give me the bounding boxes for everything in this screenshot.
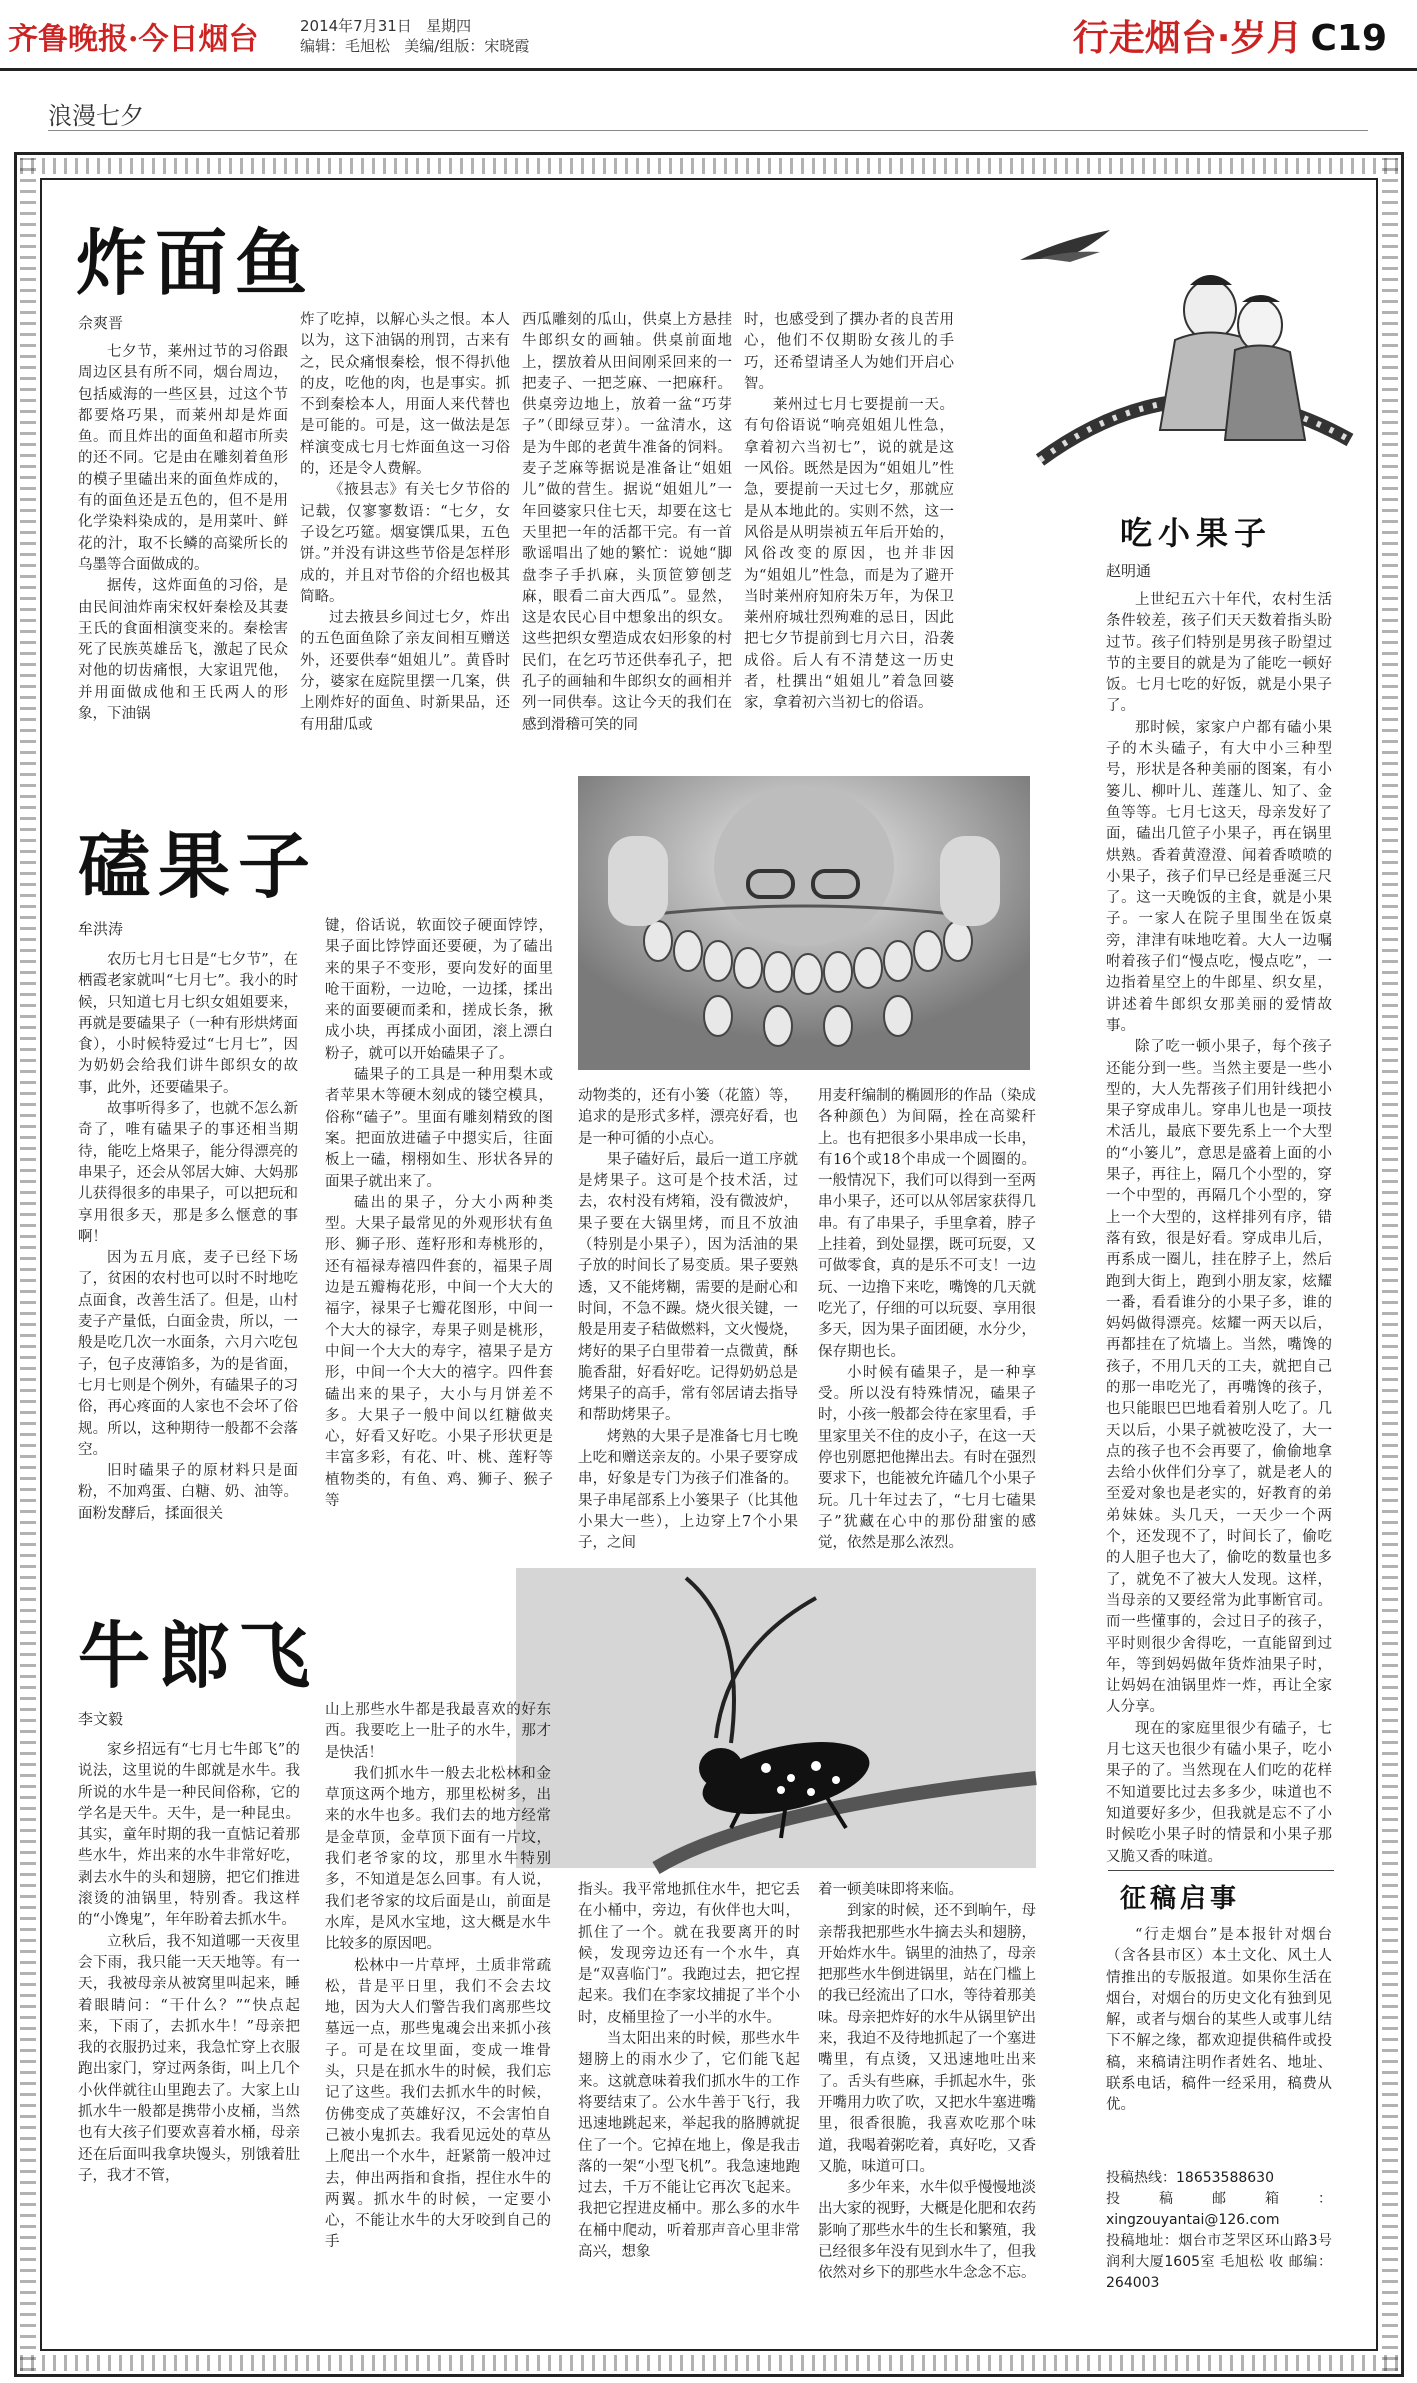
article3-author: 李文毅 (78, 1710, 124, 1728)
article3-paragraph: 立秋后，我不知道哪一天夜里会下雨，我只能一天天地等。有一天，我被母亲从被窝里叫起来，睡着眼睛问：“干什么？”“快点起来，下雨了，去抓水牛！”母亲把我的衣服扔过来，我急忙穿上衣服跑出家门，穿过两条街，叫上几个小伙伴就往山里跑去了。大家上山抓水牛一般都是携带小皮桶，当然也有大孩子们要欢喜着水桶，母亲还在后面叫我拿块馒头，别饿着肚子，我才不管， (78, 1933, 300, 2184)
article2-column-1 (78, 950, 298, 1540)
page-number: C19 (1310, 18, 1387, 59)
article3-column-1 (78, 1740, 300, 2344)
article2-paragraph: 键，俗话说，软面饺子硬面饽饽，果子面比饽饽面还要硬，为了磕出来的果子不变形，要向发好的面里呛干面粉，一边呛，一边揉，揉出来的面要硬而柔和，搓成长条，揪成小块，再揉成小面团，滚上漂白粉子，就可以开始磕果子了。 (325, 918, 553, 1062)
notice-text: “行走烟台”是本报针对烟台（含各县市区）本土文化、风土人情推出的专版报道。如果你生活在烟台，对烟台的历史文化有独到见解，或者与烟台的某些人或事儿结下不解之缘，都欢迎提供稿件或投稿，来稿请注明作者姓名、地址、联系电话，稿件一经采用，稿费从优。 (1106, 1927, 1332, 2114)
sidebar-paragraph: 那时候，家家户户都有磕小果子的木头磕子，有大中小三种型号，形状是各种美丽的图案，有小篓儿、柳叶儿、莲蓬儿、知了、金鱼等等。七月七这天，母亲发好了面，磕出几笸子小果子，再在锅里烘熟。香着黄澄澄、闻着香喷喷的小果子，孩子们早已经是垂涎三尺了。这一天晚饭的主食，就是小果子。一家人在院子里围坐在饭桌旁，津津有味地吃着。大人一边嘱咐着孩子们“慢点吃，慢点吃”，一边指着星空上的牛郎星、织女星，讲述着牛郎织女那美丽的爱情故事。 (1106, 719, 1332, 1034)
article3-column-2 (325, 1700, 551, 2344)
article2-paragraph: 果子磕好后，最后一道工序就是烤果子。这可是个技术活，过去，农村没有烤箱，没有微波炉，果子要在大锅里烤，而且不放油（特别是小果子），因为活油的果子放的时间长了易变质。果子要熟透，又不能烤糊，需要的是耐心和时间，不急不躁。烧火很关键，一般是用麦子秸做燃料，文火慢烧，烤好的果子白里带着一点微黄，酥脆香甜，好看好吃。记得奶奶总是烤果子的高手，常有邻居请去指导和帮助烤果子。 (578, 1151, 798, 1424)
article1-column-2 (300, 310, 510, 740)
issue-editors: 编辑：毛旭松 美编/组版：宋晓霞 (300, 37, 530, 55)
brand-name: 齐鲁晚报 (8, 22, 128, 57)
notice-contact (1106, 2168, 1332, 2338)
article1-paragraph: 莱州过七月七要提前一天。有句俗语说“响亮姐姐儿性急，拿着初六当初七”，说的就是这一风俗。既然是因为“姐姐儿”性急，要提前一天过七夕，那就应是从本地此的。实则不然，这一风俗是从明崇祯五年后开始的，风俗改变的原因，也并非因为“姐姐儿”性急，而是为了避开当时莱州府知府朱万年，为保卫莱州府城壮烈殉难的忌日，因此把七夕节提前到七月六日，沿袭成俗。后人有不清楚这一历史者，杜撰出“姐姐儿”着急回婆家，拿着初六当初七的俗语。 (744, 397, 954, 712)
article2-paragraph: 旧时磕果子的原材料只是面粉，不加鸡蛋、白糖、奶、油等。面粉发酵后，揉面很关 (78, 1463, 298, 1522)
article2-paragraph: 用麦秆编制的椭圆形的作品（染成各种颜色）为间隔，拴在高粱秆上。也有把很多小果串成一长串，有16个或18个串成一个圆圈的。一般情况下，我们可以得到一至两串小果子，还可以从邻居家获得几串。有了串果子，手里拿着，脖子上挂着，到处显摆，既可玩耍，又可做零食，真的是乐不可支！一边玩、一边撸下来吃，嘴馋的几天就吃光了，仔细的可以玩耍、享用很多天，因为果子面团硬，水分少，保存期也长。 (818, 1088, 1036, 1360)
article2-paragraph: 农历七月七日是“七夕节”，在栖霞老家就叫“七月七”。我小的时候，只知道七月七织女姐姐要来，再就是要磕果子（一种有形烘烤面食），小时候特爱过“七月七”，因为奶奶会给我们讲牛郎织女的故事，此外，还要磕果子。 (78, 952, 298, 1096)
notice-hotline: 投稿热线：18653588630 (1106, 2170, 1274, 2186)
article2-paragraph: 小时候有磕果子，是一种享受。所以没有特殊情况，磕果子时，小孩一般都会待在家里看，手里家里关不住的皮小子，在这一天停也别愿把他撵出去。有时在强烈要求下，也能被允许磕几个小果子玩。几十年过去了，“七月七磕果子”犹藏在心中的那份甜蜜的感觉，依然是那么浓烈。 (818, 1364, 1036, 1552)
beetle-photo (516, 1568, 1036, 1868)
article2-column-3 (578, 1086, 798, 1552)
section-tag: 浪漫七夕 (48, 102, 144, 130)
article3-paragraph: 指头。我平常地抓住水牛，把它丢在小桶中，旁边，有伙伴也大叫，抓住了一个。就在我要离开的时候，发现旁边还有一个水牛，真是“双喜临门”。我跑过去，把它捏起来。我们在李家坟捕捉了半个小时，皮桶里捡了一小半的水牛。 (578, 1882, 800, 2026)
page-title: 行走烟台·岁月 (1072, 18, 1303, 59)
sidebar-author: 赵明通 (1106, 562, 1152, 580)
kid-photo (578, 776, 1030, 1070)
sidebar-body (1106, 590, 1332, 2100)
article3-paragraph: 到家的时候，还不到晌午，母亲帮我把那些水牛摘去头和翅膀，开始炸水牛。锅里的油热了，母亲把那些水牛倒进锅里，站在门槛上的我已经流出了口水，等待着那美味。母亲把炸好的水牛从锅里铲出来，我迫不及待地抓起了一个塞进嘴里，有点烫，又迅速地吐出来了。舌头有些麻，手抓起水牛，张开嘴用力吹了吹，又把水牛塞进嘴里，很香很脆，我喜欢吃那个味道，我喝着粥吃着，真好吃，又香又脆，味道可口。 (818, 1903, 1036, 2175)
article1-column-4 (744, 310, 954, 740)
child-with-fruits-image (578, 776, 1030, 1070)
article1-title: 炸面鱼 (75, 221, 316, 305)
article3-column-3 (578, 1880, 800, 2344)
article2-paragraph: 动物类的，还有小篓（花篮）等，追求的是形式多样，漂亮好看，也是一种可循的小点心。 (578, 1088, 798, 1147)
notice-title: 征稿启事 (1120, 1884, 1241, 1914)
page-heading (1073, 10, 1387, 61)
article3-paragraph: 着一顿美味即将来临。 (818, 1882, 963, 1898)
sidebar-paragraph: 上世纪五六十年代，农村生活条件较差，孩子们天天数着指头盼过节。孩子们特别是男孩子盼望过节的主要目的就是为了能吃一顿好饭。七月七吃的好饭，就是小果子了。 (1106, 592, 1332, 715)
article2-column-4 (818, 1086, 1036, 1552)
section-name: 今日烟台 (138, 22, 259, 57)
sidebar-title: 吃小果子 (1120, 514, 1273, 552)
article1-paragraph: 据传，这炸面鱼的习俗，是由民间油炸南宋权奸秦桧及其妻王氏的食面相演变来的。秦桧害死了民族英雄岳飞，激起了民众对他的切齿痛恨，大家诅咒他，并用面做成他和王氏两人的形象，下油锅 (78, 578, 288, 723)
notice-rule (1108, 1870, 1334, 1872)
sidebar-paragraph: 除了吃一顿小果子，每个孩子还能分到一些。当然主要是一些小型的，大人先帮孩子们用针线把小果子穿成串儿。穿串儿也是一项技术活儿，最底下要先系上一个大型的“小篓儿”，意思是盛着上面的小果子，再往上，隔几个小型的，穿一个中型的，再隔几个小型的，穿上一个大型的，这样排列有序，错落有致，很是好看。穿成串儿后，再系成一圈儿，挂在脖子上，然后跑到大街上，跑到小朋友家，炫耀一番，看看谁分的小果子多，谁的妈妈做得漂亮。炫耀一两天以后，再都挂在了炕墙上。当然，嘴馋的孩子，不用几天的工夫，就把自己的那一串吃光了，再嘴馋的孩子，也只能眼巴巴地看着别人吃了。几天以后，小果子就被吃没了，大一点的孩子也不会再要了，偷偷地拿去给小伙伴们分享了，就是老人的至爱对象也是老实的，好教育的弟弟妹妹。头几天，一天少一个两个，还发现不了，时间长了，偷吃的人胆子也大了，偷吃的数量也多了，就免不了被大人发现。这样，当母亲的又要经常为此事断官司。而一些懂事的，会过日子的孩子，平时则很少舍得吃，一直能留到过年，等到妈妈做年货炸油果子时，让妈妈在油锅里炸一炸，再让全家人分享。 (1106, 1039, 1332, 1716)
article1-paragraph: 时，也感受到了撰办者的良苦用心，他们不仅期盼女孩儿的手巧，还希望请圣人为她们开启心智。 (744, 312, 954, 392)
article2-paragraph: 磕果子的工具是一种用梨木或者苹果木等硬木刻成的镂空模具，俗称“磕子”。里面有雕刻精致的图案。把面放进磕子中摁实后，往面板上一磕，栩栩如生、形状各异的面果子就出来了。 (325, 1067, 553, 1190)
article1-paragraph: 《掖县志》有关七夕节俗的记载，仅寥寥数语：“七夕，女子设乞巧筵。烟宴馔瓜果，五色饼。”并没有讲这些节俗是怎样形成的，并且对节俗的介绍也极其简略。 (300, 482, 510, 605)
article1-column-1 (78, 342, 288, 740)
article2-paragraph: 因为五月底，麦子已经下场了，贫困的农村也可以时不时地吃点面食，改善生活了。但是，山村麦子产量低，白面金贵，所以，一般是吃几次一水面条，六月六吃包子，包子皮薄馅多，为的是省面，七月七则是个例外，有磕果子的习俗，再心疼面的人家也不会坏了俗规。所以，这种期待一般都不会落空。 (78, 1250, 298, 1458)
article3-paragraph: 当太阳出来的时候，那些水牛翅膀上的雨水少了，它们能飞起来。这就意味着我们抓水牛的工作将要结束了。公水牛善于飞行，我迅速地跳起来，举起我的胳膊就捉住了一个。它掉在地上，像是我击落的一架“小型飞机”。我急速地跑过去，千万不能让它再次飞起来。我把它捏进皮桶中。那么多的水牛在桶中爬动，听着那声音心里非常高兴，想象 (578, 2031, 800, 2261)
article2-paragraph: 烤熟的大果子是准备七月七晚上吃和赠送亲友的。小果子要穿成串，好象是专门为孩子们准备的。果子串尾部系上小篓果子（比其他小果大一些），上边穿上7个小果子，之间 (578, 1428, 798, 1552)
article2-paragraph: 故事听得多了，也就不怎么新奇了，唯有磕果子的事还相当期待，能吃上烙果子，能分得漂亮的串果子，还会从邻居大婶、大妈那儿获得很多的串果子，可以把玩和享用很多天，那是多么惬意的事啊！ (78, 1101, 298, 1245)
article3-title: 牛郎飞 (78, 1614, 319, 1698)
issue-date: 2014年7月31日 星期四 (300, 17, 472, 35)
article2-author: 牟洪涛 (78, 920, 124, 938)
couple-figure-icon (1160, 275, 1305, 440)
notice-body (1106, 1925, 1332, 2165)
article1-column-3 (522, 310, 732, 740)
article3-paragraph: 山上那些水牛都是我最喜欢的好东西。我要吃上一肚子的水牛，那才是快活！ (325, 1702, 551, 1761)
notice-email[interactable]: 投稿邮箱：xingzouyantai@126.com (1106, 2191, 1332, 2228)
sidebar-paragraph: 现在的家庭里很少有磕子，七月七这天也很少有磕小果子，吃小果子的了。当然现在人们吃的花样不知道要比过去多多少，味道也不知道要好多少，但我就是忘不了小时候吃小果子时的情景和小果子那又脆又香的味道。 (1106, 1720, 1332, 1865)
article2-column-2 (325, 916, 553, 1540)
qixi-illustration (1000, 200, 1360, 490)
article2-title: 磕果子 (78, 824, 319, 908)
magpie-icon (1020, 230, 1110, 262)
issue-meta (300, 16, 529, 56)
longhorn-beetle-image (516, 1568, 1036, 1868)
article1-paragraph: 七夕节，莱州过节的习俗跟周边区县有所不同，烟台周边，包括威海的一些区县，过这个节都要烙巧果，而莱州却是炸面鱼。而且炸出的面鱼和超市所卖的还不同。它是由在雕刻着鱼形的模子里磕出来的面鱼炸成的，有的面鱼还是五色的，但不是用化学染料染成的，是用菜叶、鲜花的汁，取不长鳞的高粱所长的乌墨等合面做成的。 (78, 344, 288, 573)
article1-author: 佘爽晋 (78, 314, 124, 332)
article3-paragraph: 多少年来，水牛似乎慢慢地淡出大家的视野，大概是化肥和农药影响了那些水牛的生长和繁殖，我已经很多年没有见到水牛了，但我依然对乡下的那些水牛念念不忘。 (818, 2180, 1036, 2282)
article1-paragraph: 西瓜雕刻的瓜山，供桌上方悬挂牛郎织女的画轴。供桌前面地上，摆放着从田间刚采回来的一把麦子、一把芝麻、一把麻秆。供桌旁边地上，放着一盆“巧芽子”（即绿豆芽）。一盆清水，这是为牛郎的老黄牛准备的饲料。麦子芝麻等据说是准备让“姐姐儿”做的营生。据说“姐姐儿”一年回婆家只住七天，却要在这七天里把一年的活都干完。有一首歌谣唱出了她的繁忙：说她“脚盘李子手扒麻，头顶笸箩刨芝麻，眼看二亩大西瓜”。显然，这是农民心目中想象出的织女。这些把织女塑造成农妇形象的村民们，在乞巧节还供奉孔子，把孔子的画轴和牛郎织女的画相并列一同供奉。这让今天的我们在感到滑稽可笑的同 (522, 312, 732, 733)
article3-paragraph: 我们抓水牛一般去北松林和金草顶这两个地方，那里松树多，出来的水牛也多。我们去的地方经常是金草顶，金草顶下面有一片坟，我们老爷家的坟，那里水牛特别多，不知道是怎么回事。有人说，我们老爷家的坟后面是山，前面是水库，是风水宝地，这大概是水牛比较多的原因吧。 (325, 1765, 551, 1953)
article3-paragraph: 松林中一片草坪，土质非常疏松，昔是平日里，我们不会去坟地，因为大人们警告我们离那些坟墓远一点，那些鬼魂会出来抓小孩子。可是在坟里面，变成一堆骨头，只是在抓水牛的时候，我们忘记了这些。我们去抓水牛的时候，仿佛变成了英雄好汉，不会害怕自己被小鬼抓去。我看见远处的草丛上爬出一个水牛，赶紧箭一般冲过去，伸出两指和食指，捏住水牛的两翼。抓水牛的时候，一定要小心，不能让水牛的大牙咬到自己的手 (325, 1957, 551, 2251)
article2-paragraph: 磕出的果子，分大小两种类型。大果子最常见的外观形状有鱼形、狮子形、莲籽形和寿桃形的，还有福禄寿禧四件套的，福果子周边是五瓣梅花形，中间一个大大的福字，禄果子七瓣花图形，中间一个大大的禄字，寿果子则是桃形，中间一个大大的寿字，禧果子是方形，中间一个大大的禧字。四件套磕出来的果子，大小与月饼差不多。大果子一般中间以红糖做夹心，好看又好吃。小果子形状更是丰富多彩，有花、叶、桃、莲籽等植物类的，有鱼、鸡、狮子、猴子等 (325, 1194, 553, 1510)
article3-paragraph: 家乡招远有“七月七牛郎飞”的说法，这里说的牛郎就是水牛。我所说的水牛是一种民间俗称，它的学名是天牛。天牛，是一种昆虫。其实，童年时期的我一直惦记着那些水牛，炸出来的水牛非常好吃，剥去水牛的头和翅膀，把它们推进滚烫的油锅里，特别香。我这样的“小馋鬼”，年年盼着去抓水牛。 (78, 1742, 300, 1929)
section-rule (48, 130, 1368, 131)
article3-column-4 (818, 1880, 1036, 2344)
notice-address: 投稿地址：烟台市芝罘区环山路3号润利大厦1605室 毛旭松 收 邮编：264003 (1106, 2233, 1332, 2291)
article1-paragraph: 炸了吃掉，以解心头之恨。本人以为，这下油锅的刑罚，古来有之，民众痛恨秦桧，恨不得扒他的皮，吃他的肉，也是事实。抓不到秦桧本人，用面人来代替也是可能的。可是，这一做法是怎样演变成七月七炸面鱼这一习俗的，还是令人费解。 (300, 312, 510, 478)
masthead: 齐鲁晚报·今日烟台 (8, 22, 259, 57)
header-rule (0, 68, 1417, 71)
article1-paragraph: 过去掖县乡间过七夕，炸出的五色面鱼除了亲友间相互赠送外，还要供奉“姐姐儿”。黄昏时分，婆家在庭院里摆一几案，供上刚炸好的面鱼、时新果品，还有用甜瓜或 (300, 610, 510, 733)
